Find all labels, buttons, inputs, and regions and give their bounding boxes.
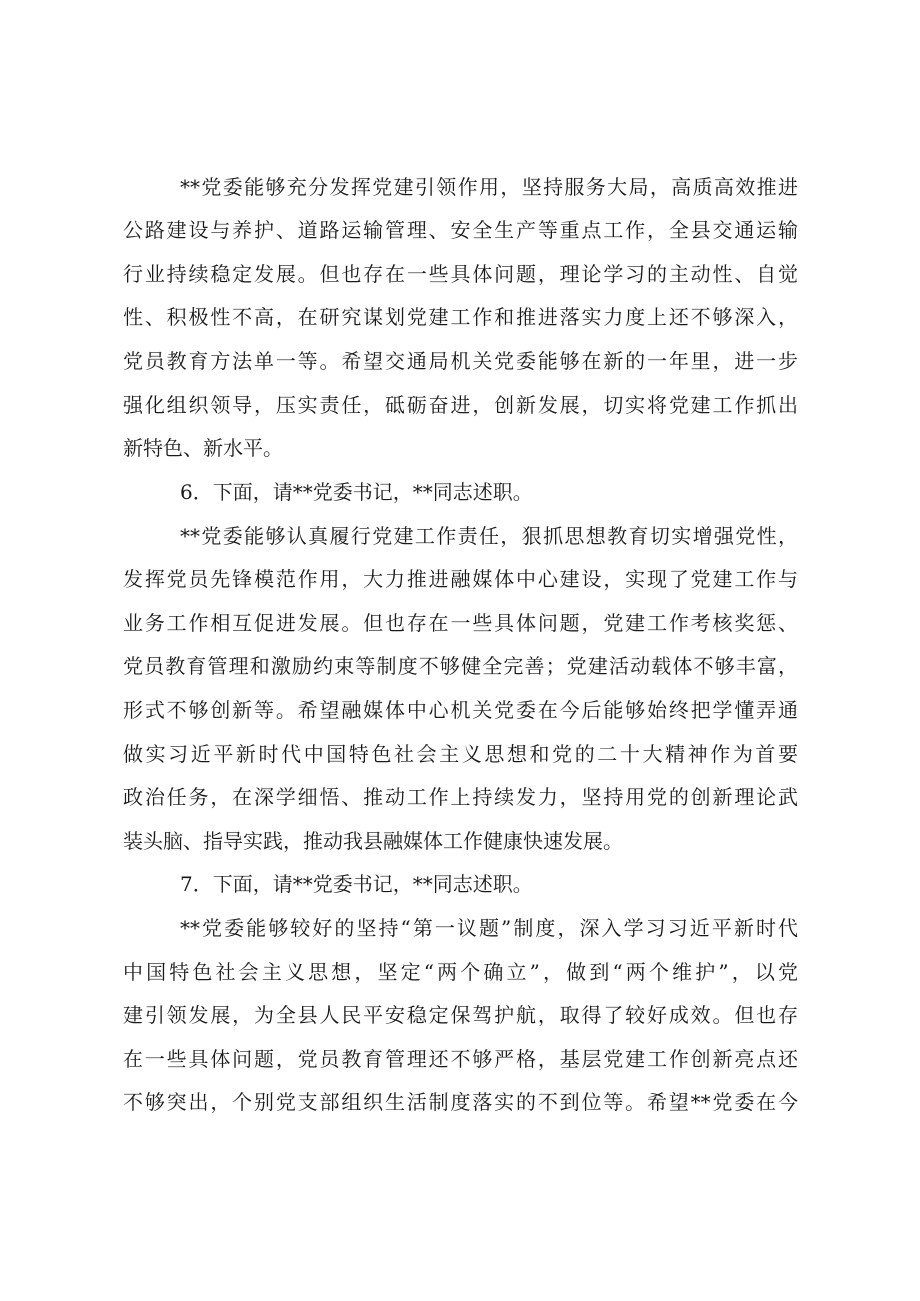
paragraph-2-line-6: 做实习近平新时代中国特色社会主义思想和党的二十大精神作为首要 [123, 742, 798, 766]
paragraph-1-line-2: 公路建设与养护、道路运输管理、安全生产等重点工作，全县交通运输 [123, 218, 798, 242]
paragraph-2-line-4: 党员教育管理和激励约束等制度不够健全完善；党建活动载体不够丰富， [123, 654, 798, 678]
paragraph-3-line-5: 不够突出，个别党支部组织生活制度落实的不到位等。希望**党委在今 [123, 1090, 798, 1114]
section-heading-7: 7．下面，请**党委书记，**同志述职。 [180, 872, 533, 896]
paragraph-2-line-3: 业务工作相互促进发展。但也存在一些具体问题，党建工作考核奖惩、 [123, 611, 798, 635]
paragraph-3-line-1: **党委能够较好的坚持“第一议题”制度，深入学习习近平新时代 [180, 916, 798, 940]
paragraph-1-line-3: 行业持续稳定发展。但也存在一些具体问题，理论学习的主动性、自觉 [123, 262, 798, 286]
paragraph-1-line-6: 强化组织领导，压实责任，砥砺奋进，创新发展，切实将党建工作抓出 [123, 393, 798, 417]
paragraph-3-line-3: 建引领发展，为全县人民平安稳定保驾护航，取得了较好成效。但也存 [123, 1003, 798, 1027]
paragraph-1-line-1: **党委能够充分发挥党建引领作用，坚持服务大局，高质高效推进 [180, 175, 798, 199]
paragraph-1-line-5: 党员教育方法单一等。希望交通局机关党委能够在新的一年里，进一步 [123, 349, 798, 373]
paragraph-1-line-7: 新特色、新水平。 [123, 436, 283, 460]
paragraph-2-line-1: **党委能够认真履行党建工作责任，狠抓思想教育切实增强党性， [180, 524, 798, 548]
paragraph-3-line-4: 在一些具体问题，党员教育管理还不够严格，基层党建工作创新亮点还 [123, 1047, 798, 1071]
paragraph-2-line-7: 政治任务，在深学细悟、推动工作上持续发力，坚持用党的创新理论武 [123, 785, 798, 809]
paragraph-2-line-8: 装头脑、指导实践，推动我县融媒体工作健康快速发展。 [123, 829, 623, 853]
paragraph-2-line-2: 发挥党员先锋模范作用，大力推进融媒体中心建设，实现了党建工作与 [123, 567, 798, 591]
paragraph-2-line-5: 形式不够创新等。希望融媒体中心机关党委在今后能够始终把学懂弄通 [123, 698, 798, 722]
section-heading-6: 6．下面，请**党委书记，**同志述职。 [180, 480, 533, 504]
paragraph-1-line-4: 性、积极性不高，在研究谋划党建工作和推进落实力度上还不够深入， [123, 305, 798, 329]
paragraph-3-line-2: 中国特色社会主义思想，坚定“两个确立”，做到“两个维护”，以党 [123, 960, 798, 984]
